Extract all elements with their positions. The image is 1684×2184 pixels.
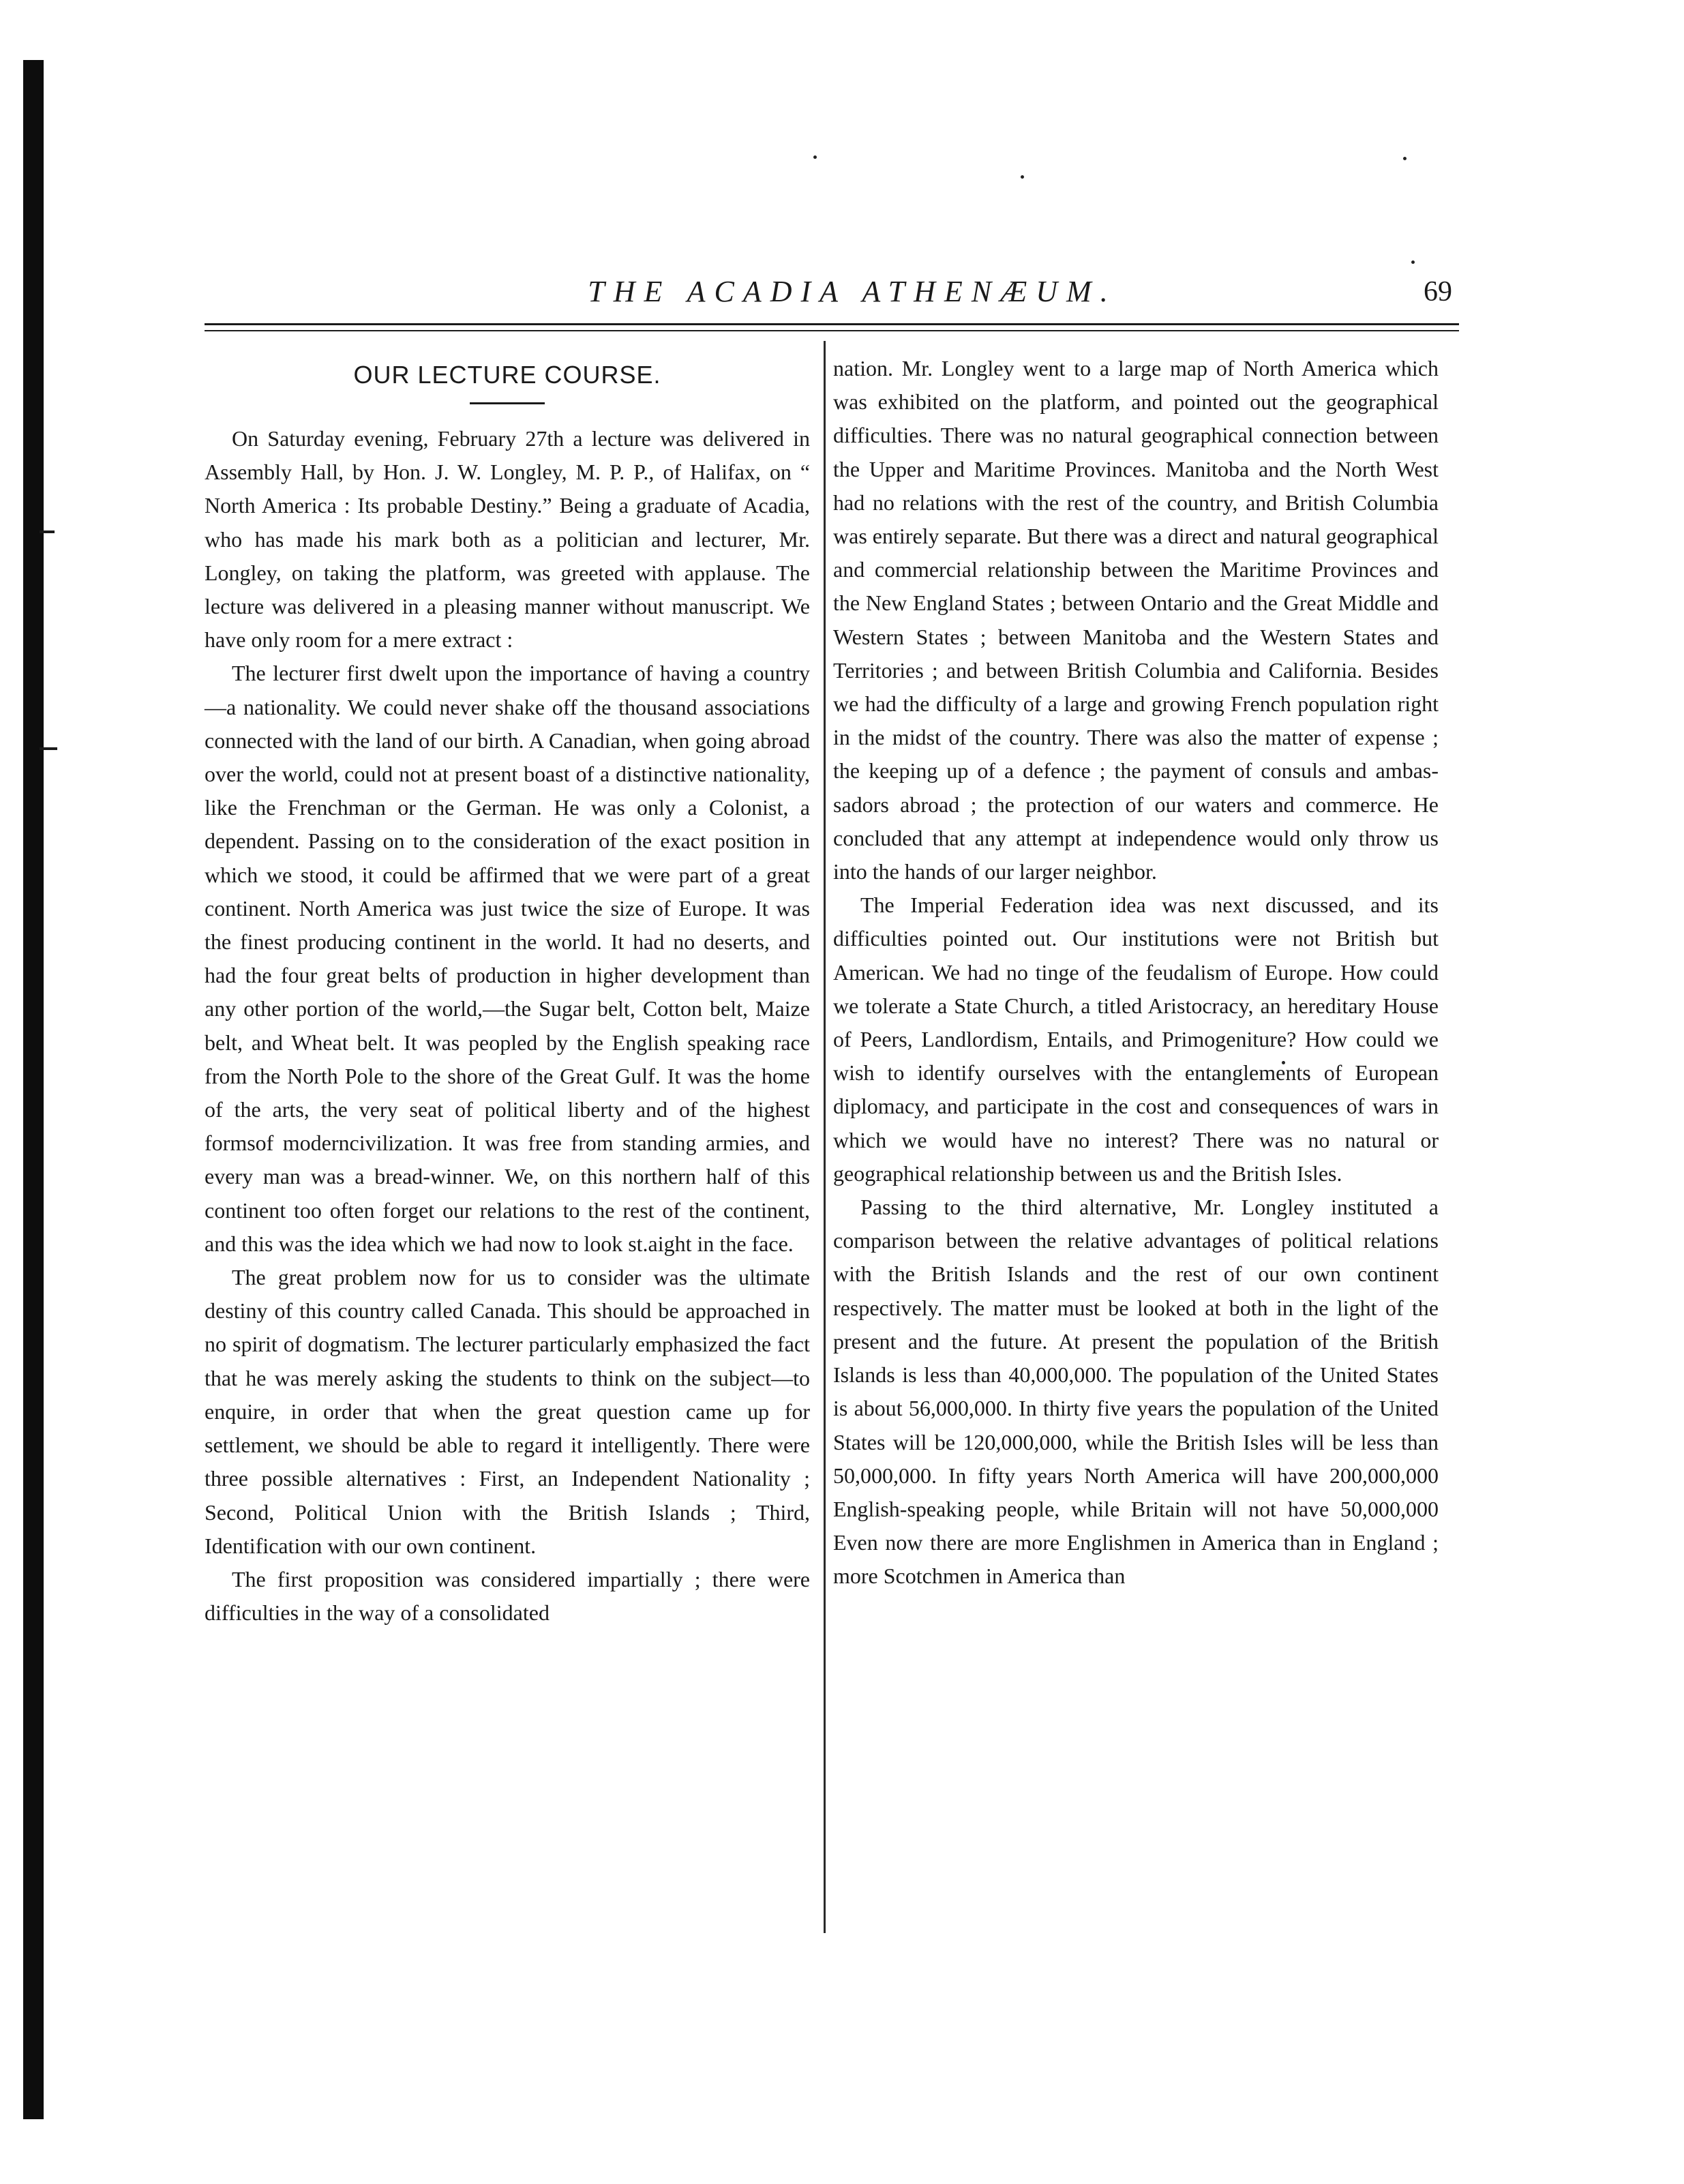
page-binding-edge (23, 60, 44, 2119)
journal-title: THE ACADIA ATHENÆUM. (588, 275, 1117, 308)
paragraph: The great problem now for us to consider was the ultimate destiny of this country called Canada. This should be approached in no spirit of dogmatism. The lecturer particularly emphasized the fact that he was merely asking the students to think on the subject—to enquire, in order that when the great question came up for settlement, we should be able to regard it intelligently. There were three possible alternatives : First, an Independent Nationality ; Second, Political Union with the British Islands ; Third, Identification with our own continent. (205, 1265, 810, 1558)
print-speck (1411, 260, 1415, 264)
paragraph-continued: nation. Mr. Longley went to a large map of North America which was exhibited on the platform, and pointed out the geographical difficulties. There was no natural geographical connection between the Upper and Maritime Provinces. Manitoba and the North West had no relations with the rest of the country, and British Columbia was entirely separate. But there was a direct and natural geographical and commercial relationship between the Maritime Provinces and the New England States ; between Ontario and the Great Middle and Western States ; between Manitoba and the Western States and Territories ; and between British Columbia and California. Besides we had the difficulty of a large and growing French population right in the midst of the country. There was also the matter of expense ; the keeping up of a defence ; the payment of consuls and ambassadors abroad ; the protection of our waters and commerce. He concluded that any attempt at independence would only throw us into the hands of our larger neighbor. (833, 356, 1439, 884)
paragraph: On Saturday evening, February 27th a lecture was delivered in Assembly Hall, by Hon. J. W. Longley, M. P. P., of Halifax, on “ North America : Its probable Destiny.” Being a graduate of Acadia, who has made his mark both as a politician and lecturer, Mr. Longley, on taking the platform, was greeted with applause. The lecture was delivered in a pleasing manner without manuscript. We have only room for a mere extract : (205, 426, 810, 653)
print-speck (1403, 157, 1407, 160)
right-column (833, 352, 1439, 1594)
binding-mark (40, 747, 57, 750)
column-divider (824, 341, 826, 1933)
paragraph: The Imperial Federation idea was next discussed, and its difficulties pointed out. Our institutions were not British but American. We had no tinge of the feudalism of Europe. How could we tolerate a State Church, a titled Aristocracy, an hereditary House of Peers, Landlordism, Entails, and Primogeniture? How could we wish to identify ourselves with the entanglements of European diplomacy, and participate in the cost and consequences of wars in which we would have no interest? There was no natural or geographical relationship between us and the British Isles. (833, 893, 1439, 1186)
left-column (205, 352, 810, 1630)
article-title: OUR LECTURE COURSE. (353, 361, 661, 389)
paragraph: The lecturer first dwelt upon the importance of having a country—a nationality. We could never shake off the thousand associations connected with the land of our birth. A Canadian, when going abroad over the world, could not at present boast of a distinctive nationality, like the Frenchman or the German. He was only a Colonist, a dependent. Passing on to the consideration of the exact position in which we stood, it could be affirmed that we were part of a great continent. North America was just twice the size of Europe. It was the finest producing continent in the world. It had no deserts, and had the four great belts of production in higher development than any other portion of the world,—the Sugar belt, Cotton belt, Maize belt, and Wheat belt. It was peopled by the English speaking race from the North Pole to the shore of the Great Gulf. It was the home of the arts, the very seat of political liberty and of the highest formsof moderncivilization. It was free from standing armies, and every man was a bread-winner. We, on this northern half of this continent too often forget our relations to the rest of the continent, and this was the idea which we had now to look st.aight in the face. (205, 661, 810, 1256)
header-rule-thin (205, 330, 1459, 331)
print-speck (813, 155, 817, 159)
page-number: 69 (1424, 276, 1452, 308)
paragraph: The first proposition was considered impartially ; there were difficulties in the way of a consolidated (205, 1566, 810, 1626)
print-speck (1021, 175, 1024, 179)
header-rule-thick (205, 323, 1459, 325)
running-head (205, 271, 1459, 312)
title-rule (470, 402, 545, 404)
binding-mark (40, 530, 55, 533)
paragraph: Passing to the third alternative, Mr. Longley instituted a comparison between the relative advantages of political relations with the British Islands and the rest of our own continent respectively. The matter must be looked at both in the light of the present and the future. At present the population of the British Islands is less than 40,000,000. The population of the United States is about 56,000,000. In thirty five years the population of the United States will be 120,000,000, while the British Isles will be less than 50,000,000. In fifty years North America will have 200,000,000 English-speaking people, while Britain will not have 50,000,000 Even now there are more Englishmen in America than in England ; more Scotchmen in America than (833, 1195, 1439, 1589)
